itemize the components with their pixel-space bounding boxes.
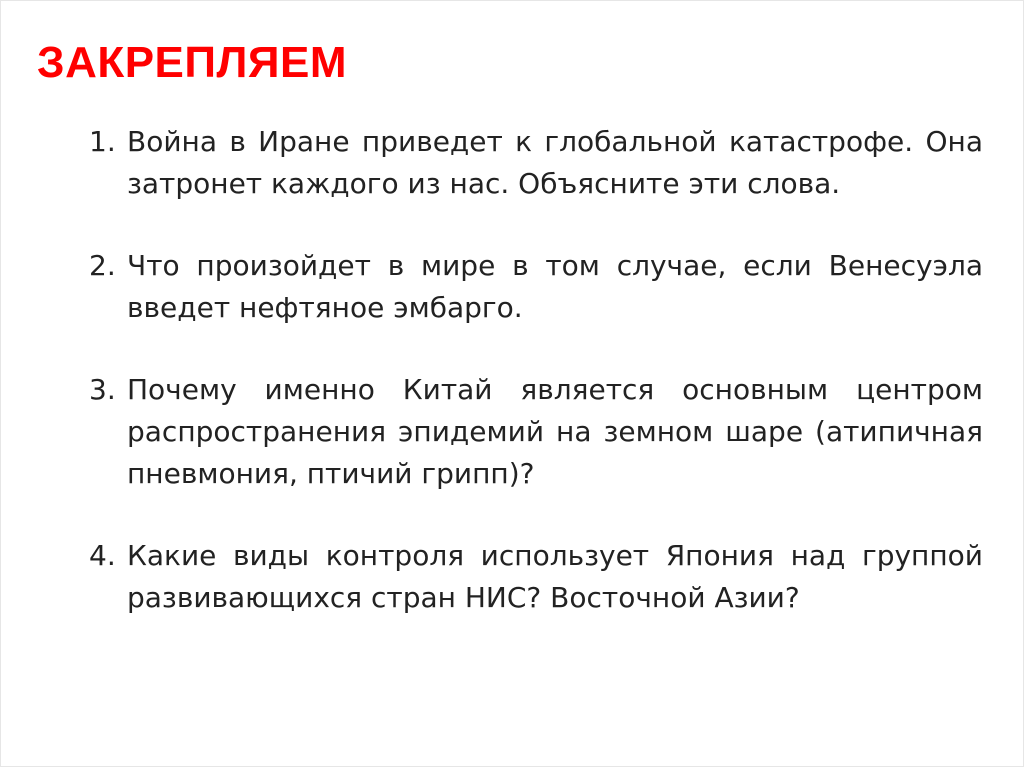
question-text: Война в Иране приведет к глобальной катастрофе. Она затронет каждого из нас. Объясните эти слова. bbox=[127, 125, 983, 200]
question-text: Почему именно Китай является основным центром распространения эпидемий на земном шаре (атипичная пневмония, птичий грипп)? bbox=[127, 373, 983, 490]
question-text: Что произойдет в мире в том случае, если Венесуэла введет нефтяное эмбарго. bbox=[127, 249, 983, 324]
question-number: 4. bbox=[89, 539, 116, 572]
question-number: 2. bbox=[89, 249, 116, 282]
slide-title: ЗАКРЕПЛЯЕМ bbox=[37, 38, 348, 87]
question-text: Какие виды контроля использует Япония над группой развивающихся стран НИС? Восточной Азии? bbox=[127, 539, 983, 614]
question-number: 1. bbox=[89, 125, 116, 158]
question-item-2 bbox=[89, 245, 983, 329]
question-list bbox=[89, 121, 983, 659]
question-item-4 bbox=[89, 535, 983, 619]
question-number: 3. bbox=[89, 373, 116, 406]
question-item-1 bbox=[89, 121, 983, 205]
question-item-3 bbox=[89, 369, 983, 495]
